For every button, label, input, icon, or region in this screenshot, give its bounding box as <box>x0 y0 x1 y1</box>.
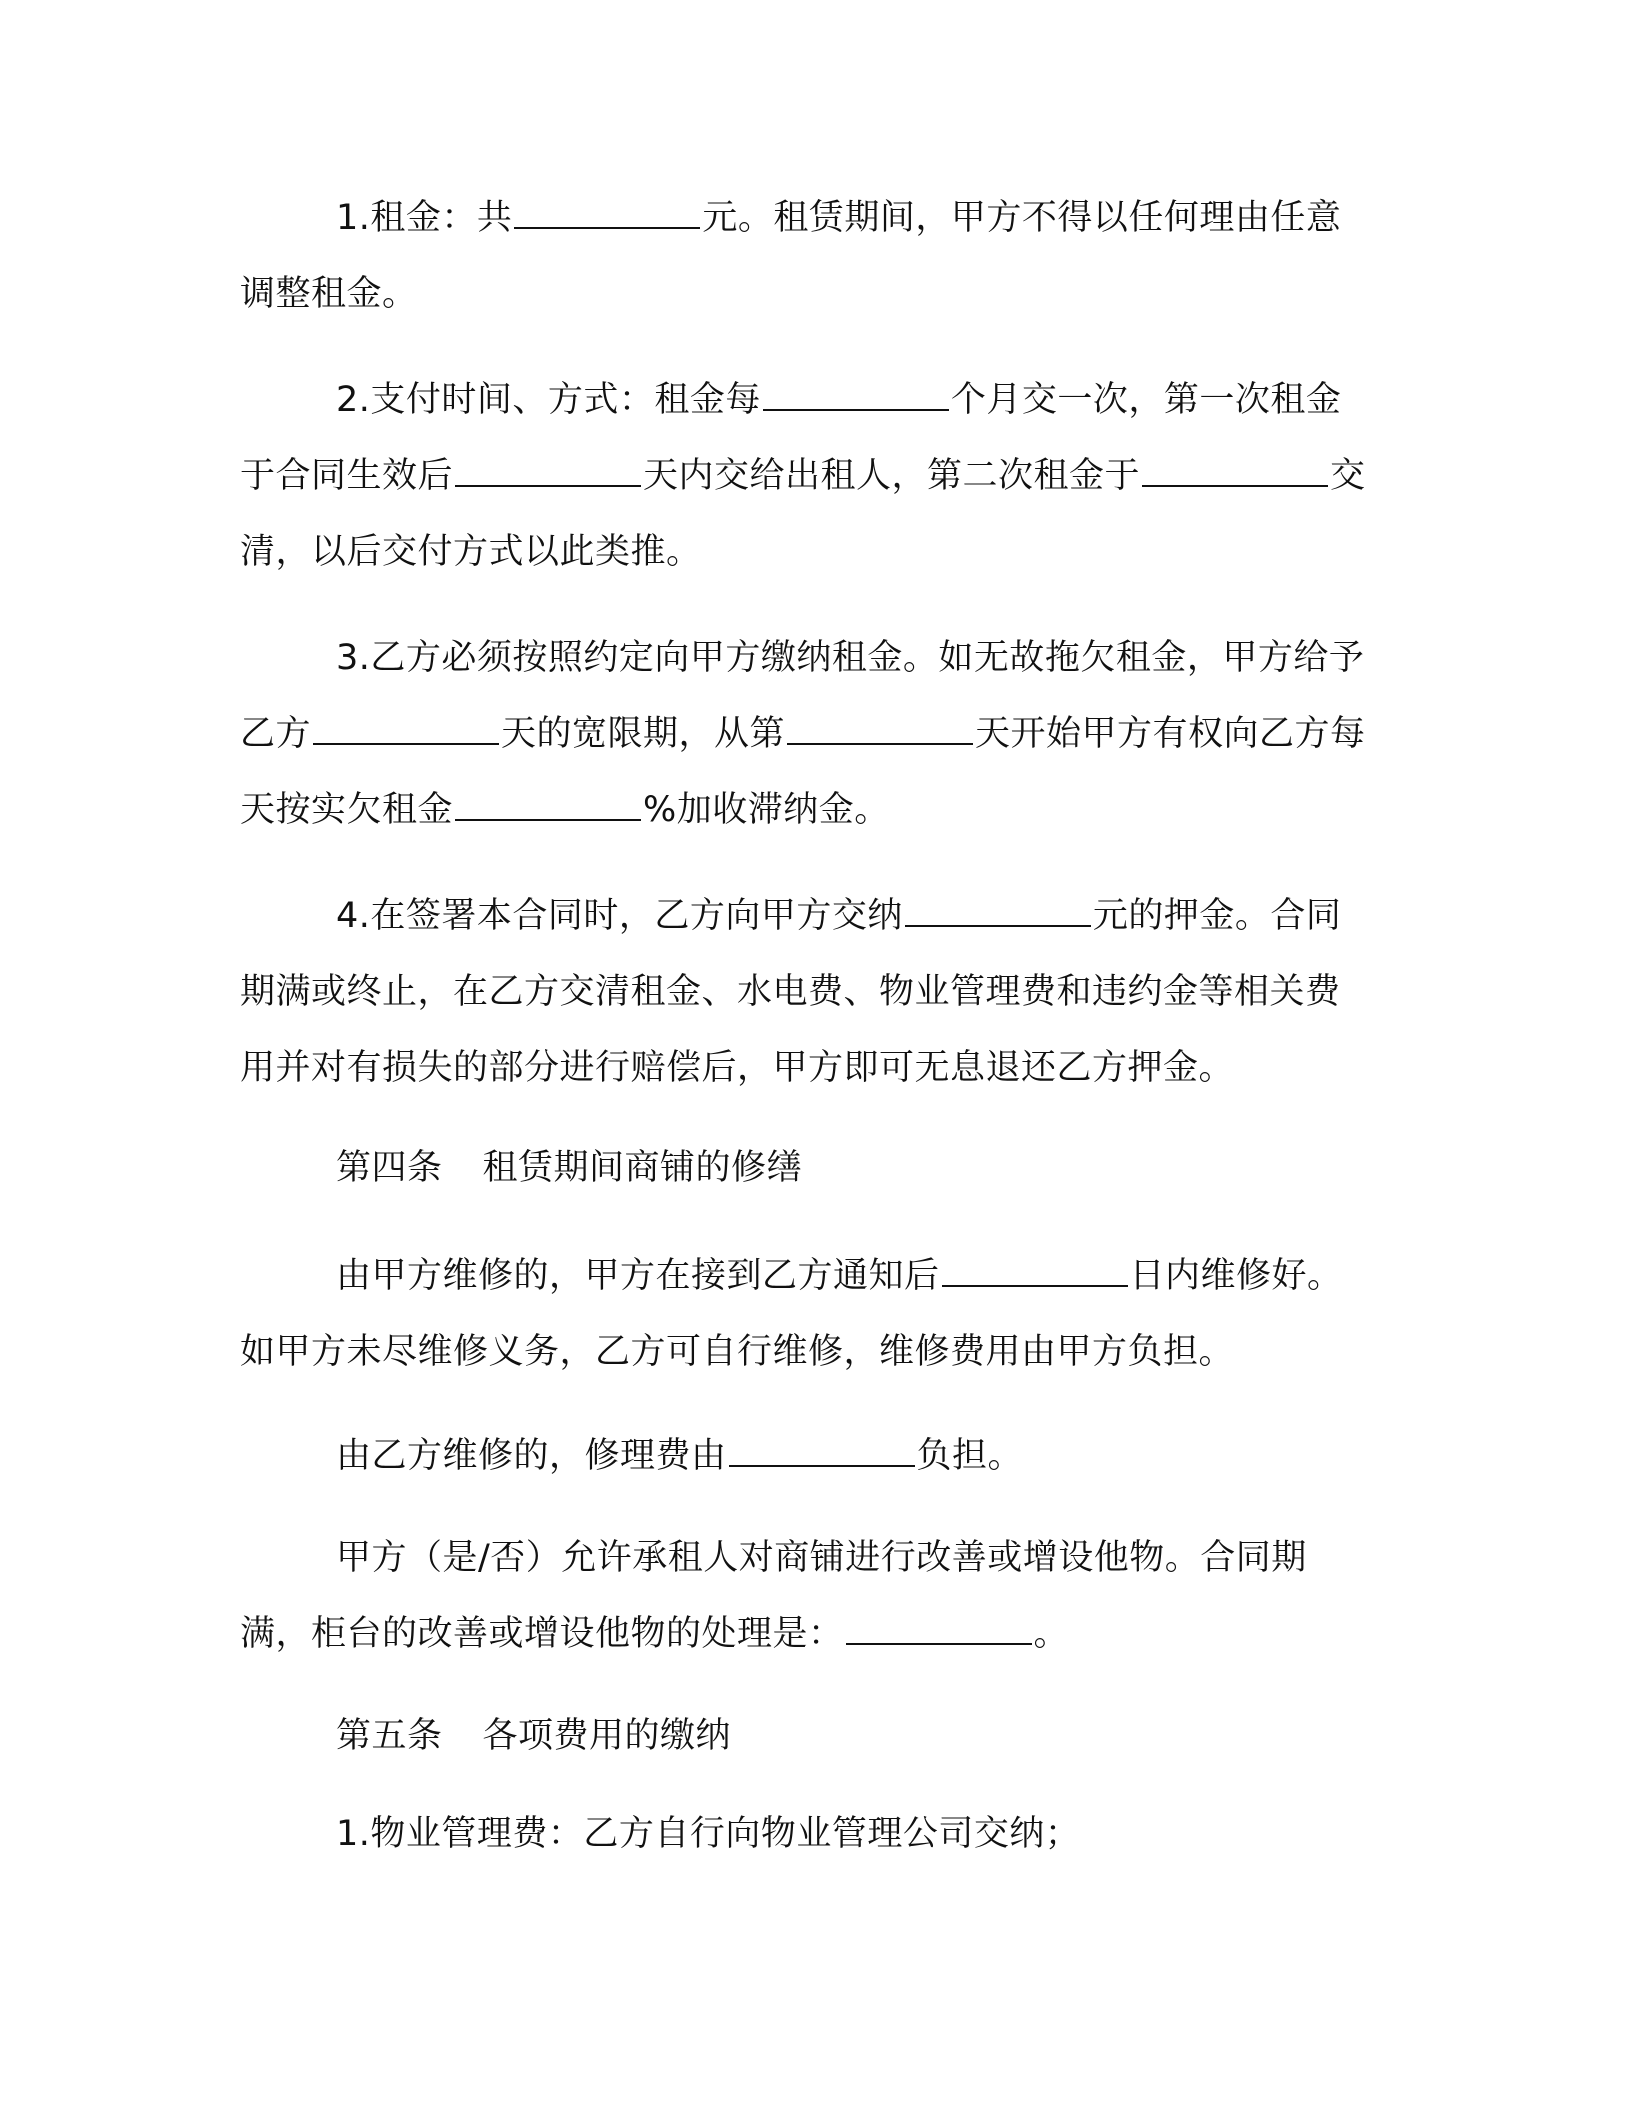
text: 由乙方维修的，修理费由 <box>336 1436 727 1476</box>
text: 由甲方维修的，甲方在接到乙方通知后 <box>336 1256 940 1296</box>
rent-clause-3 <box>240 620 1370 848</box>
article-5-clause-1 <box>240 1796 1370 1872</box>
fill-blank[interactable] <box>905 924 1091 927</box>
text: 1.物业管理费：乙方自行向物业管理公司交纳； <box>336 1814 1081 1854</box>
text: %加收滞纳金。 <box>643 790 890 830</box>
text: 天开始甲方有权向乙方每天按实欠租金 <box>240 714 1366 830</box>
text: 3.乙方必须按照约定向甲方缴纳租金。如无故拖欠租金，甲方给予乙方 <box>240 638 1365 754</box>
fill-blank[interactable] <box>846 1642 1032 1645</box>
text: 4.在签署本合同时，乙方向甲方交纳 <box>336 896 903 936</box>
article-4-heading <box>336 1138 802 1198</box>
fill-blank[interactable] <box>787 742 973 745</box>
article-4-clause-1 <box>240 1238 1370 1390</box>
fill-blank[interactable] <box>455 818 641 821</box>
fill-blank[interactable] <box>729 1464 915 1467</box>
article-4-clause-3 <box>240 1520 1370 1672</box>
fill-blank[interactable] <box>313 742 499 745</box>
fill-blank[interactable] <box>455 484 641 487</box>
text: 天的宽限期，从第 <box>501 714 786 754</box>
text: 负担。 <box>916 1436 1024 1476</box>
article-4-clause-2 <box>240 1418 1370 1494</box>
text: 元的押金。合同期满或终止，在乙方交清租金、水电费、物业管理费和违约金等相关费用并对有损失的部分进行赔偿后，甲方即可无息退还乙方押金。 <box>240 896 1342 1088</box>
text: 元。租赁期间，甲方不得以任何理由任意调整租金。 <box>240 198 1342 314</box>
text: 天内交给出租人，第二次租金于 <box>643 456 1141 496</box>
fill-blank[interactable] <box>942 1284 1128 1287</box>
text: 交清，以后交付方式以此类推。 <box>240 456 1366 572</box>
article-5-heading <box>336 1706 731 1766</box>
fill-blank[interactable] <box>1142 484 1328 487</box>
article-title: 各项费用的缴纳 <box>482 1716 732 1756</box>
text: 2.支付时间、方式：租金每 <box>336 380 761 420</box>
rent-clause-4 <box>240 878 1370 1106</box>
rent-clause-2 <box>240 362 1370 590</box>
fill-blank[interactable] <box>514 226 700 229</box>
text: 1.租金：共 <box>336 198 513 238</box>
text: 甲方（是/否）允许承租人对商铺进行改善或增设他物。合同期满，柜台的改善或增设他物的处理是： <box>240 1538 1307 1654</box>
text: 日内维修好。如甲方未尽维修义务，乙方可自行维修，维修费用由甲方负担。 <box>240 1256 1343 1372</box>
article-number: 第四条 <box>336 1148 443 1188</box>
article-title: 租赁期间商铺的修缮 <box>482 1148 803 1188</box>
article-number: 第五条 <box>336 1716 443 1756</box>
fill-blank[interactable] <box>763 408 949 411</box>
rent-clause-1 <box>240 180 1370 332</box>
text: 个月交一次，第一次租金于合同生效后 <box>240 380 1342 496</box>
text: 。 <box>1033 1614 1070 1654</box>
